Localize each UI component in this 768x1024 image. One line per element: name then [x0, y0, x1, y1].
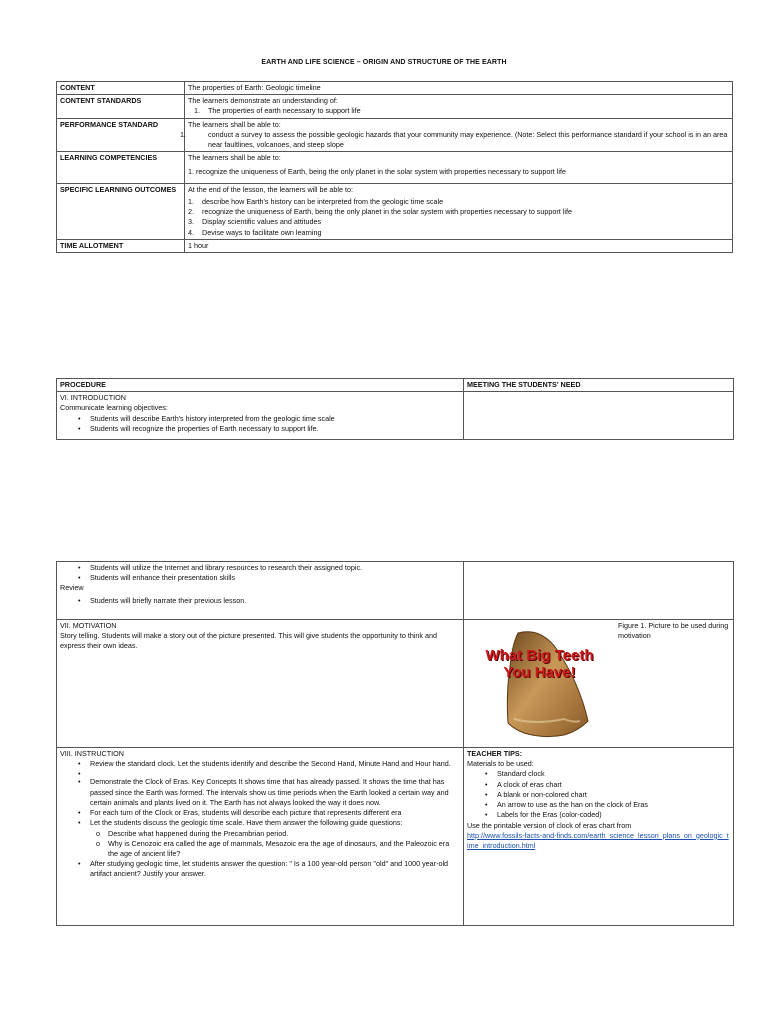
- introduction-needs-cell: [464, 392, 734, 440]
- figure-caption: Figure 1. Picture to be used during motivation: [618, 621, 729, 641]
- content-value: The properties of Earth: Geologic timeline: [185, 82, 733, 95]
- performance-item: 1. conduct a survey to assess the possible geologic hazards that your community may experience. (Note: Select this performance standard if your school is in an area near faultlines, volcanoes, and steep slope: [180, 129, 728, 150]
- clock-of-eras-link[interactable]: http://www.fossils-facts-and-finds.com/earth_science_lesson_plans_on_geologic_time_introduction.html: [467, 830, 729, 850]
- outcome-item: 1. describe how Earth's history can be interpreted from the geologic time scale: [188, 196, 444, 206]
- procedure-table: [56, 378, 734, 440]
- review-row: [57, 562, 734, 620]
- review-list: [60, 596, 460, 606]
- instruction-row: [57, 748, 734, 926]
- list-item: • After studying geologic time, let students answer the question: " Is a 100 year-old person "old" and 1000 year-old artifact ancient? Justify your answer.: [90, 859, 460, 879]
- review-cell: [57, 562, 464, 620]
- competencies-item: 1. recognize the uniqueness of Earth, being the only planet in the solar system with properties necessary to support life: [188, 166, 566, 176]
- teacher-tips-cell: [464, 748, 734, 926]
- instruction-list-end: [60, 859, 460, 879]
- students-need-header: MEETING THE STUDENTS' NEED: [464, 379, 734, 392]
- materials-label: Materials to be used:: [467, 759, 534, 769]
- list-item: • Demonstrate the Clock of Eras. Key Concepts It shows time that has already passed. It shows the time that has passed since the Earth was formed. The intervals show us time periods when the Earth looked a certain way and certain animals and plants lived on it. The Earth has not always looked the way it does now.: [90, 777, 460, 808]
- printable-note: Use the printable version of clock of eras chart from: [467, 820, 632, 830]
- materials-list: [467, 769, 730, 820]
- content-standards-cell: [185, 95, 733, 118]
- introduction-row: [57, 392, 734, 440]
- learning-outcomes-cell: [185, 183, 733, 239]
- introduction-list: [60, 414, 460, 434]
- content-row: [57, 82, 733, 95]
- document-title: EARTH AND LIFE SCIENCE – ORIGIN AND STRUCTURE OF THE EARTH: [261, 59, 507, 66]
- continued-table: [56, 561, 734, 926]
- performance-standard-row: [57, 118, 733, 152]
- motivation-text: Story telling. Students will make a story out of the picture presented. This will give students the opportunity to think and express their own ideas.: [60, 631, 438, 651]
- learning-outcomes-row: [57, 183, 733, 239]
- teacher-tips-heading: TEACHER TIPS:: [467, 749, 523, 758]
- teeth-image-caption: What Big Teeth You Have!: [485, 647, 594, 682]
- list-item: • Students will recognize the properties of Earth necessary to support life.: [90, 424, 460, 434]
- list-item: • Standard clock: [497, 769, 730, 779]
- outcome-item: 3. Display scientific values and attitudes: [188, 217, 322, 227]
- list-item: • A blank or non-colored chart: [497, 790, 730, 800]
- overview-table: [56, 81, 733, 253]
- learning-competencies-cell: [185, 152, 733, 183]
- standards-intro: The learners demonstrate an understanding of:: [188, 96, 338, 106]
- instruction-cell: [57, 748, 464, 926]
- standards-item: 1. The properties of earth necessary to support life: [194, 106, 361, 116]
- list-item: • Students will briefly narrate their previous lesson.: [90, 596, 460, 606]
- procedure-header: PROCEDURE: [57, 379, 464, 392]
- learning-competencies-row: [57, 152, 733, 183]
- guide-questions-list: [60, 829, 460, 860]
- outcome-item: 4. Devise ways to facilitate own learning: [188, 227, 322, 237]
- motivation-heading: VII. MOTIVATION: [60, 621, 117, 630]
- time-allotment-label: TIME ALLOTMENT: [57, 239, 185, 252]
- list-item: • Review the standard clock. Let the students identify and describe the Second Hand, Minute Hand and Hour hand.: [90, 759, 460, 769]
- list-item: • Let the students discuss the geologic time scale. Have them answer the following guide questions:: [90, 818, 460, 828]
- time-allotment-value: 1 hour: [185, 239, 733, 252]
- procedure-header-row: [57, 379, 734, 392]
- content-standards-label: CONTENT STANDARDS: [57, 95, 185, 118]
- list-item: • Students will describe Earth's history interpreted from the geologic time scale: [90, 414, 460, 424]
- introduction-sub: Communicate learning objectives:: [60, 403, 168, 413]
- time-allotment-row: [57, 239, 733, 252]
- motivation-figure-cell: [464, 620, 734, 748]
- motivation-cell: [57, 620, 464, 748]
- teeth-image: [484, 623, 596, 739]
- review-needs-cell: [464, 562, 734, 620]
- list-item: • A clock of eras chart: [497, 780, 730, 790]
- learning-outcomes-label: SPECIFIC LEARNING OUTCOMES: [57, 183, 185, 239]
- list-item: o Why is Cenozoic era called the age of mammals, Mesozoic era the age of dinosaurs, and the Paleozoic era the age of ancient life?: [108, 839, 460, 859]
- list-item: • Students will utilize the Internet and library resources to research their assigned topic.: [90, 563, 460, 573]
- content-standards-row: [57, 95, 733, 118]
- list-spacer: [90, 769, 460, 777]
- learning-competencies-label: LEARNING COMPETENCIES: [57, 152, 185, 183]
- instruction-list: [60, 759, 460, 828]
- introduction-heading: VI. INTRODUCTION: [60, 393, 126, 403]
- competencies-intro: The learners shall be able to:: [188, 153, 281, 163]
- list-item: • An arrow to use as the han on the clock of Eras: [497, 800, 730, 810]
- introduction-cell: [57, 392, 464, 440]
- resources-list: [60, 563, 460, 583]
- list-item: • Labels for the Eras (color-coded): [497, 810, 730, 820]
- list-item: o Describe what happened during the Precambrian period.: [108, 829, 460, 839]
- outcomes-intro: At the end of the lesson, the learners will be able to:: [188, 184, 354, 194]
- instruction-heading: VIII. INSTRUCTION: [60, 749, 124, 758]
- list-item: • For each turn of the Clock or Eras, students will describe each picture that represents different era: [90, 808, 460, 818]
- review-label: Review: [60, 583, 84, 593]
- performance-intro: The learners shall be able to:: [188, 119, 281, 129]
- content-label: CONTENT: [57, 82, 185, 95]
- motivation-row: [57, 620, 734, 748]
- performance-standard-cell: [180, 118, 733, 152]
- performance-standard-label: PERFORMANCE STANDARD: [57, 118, 185, 152]
- outcome-item: 2. recognize the uniqueness of Earth, being the only planet in the solar system with properties necessary to support life: [188, 207, 572, 217]
- list-item: • Students will enhance their presentation skills: [90, 573, 460, 583]
